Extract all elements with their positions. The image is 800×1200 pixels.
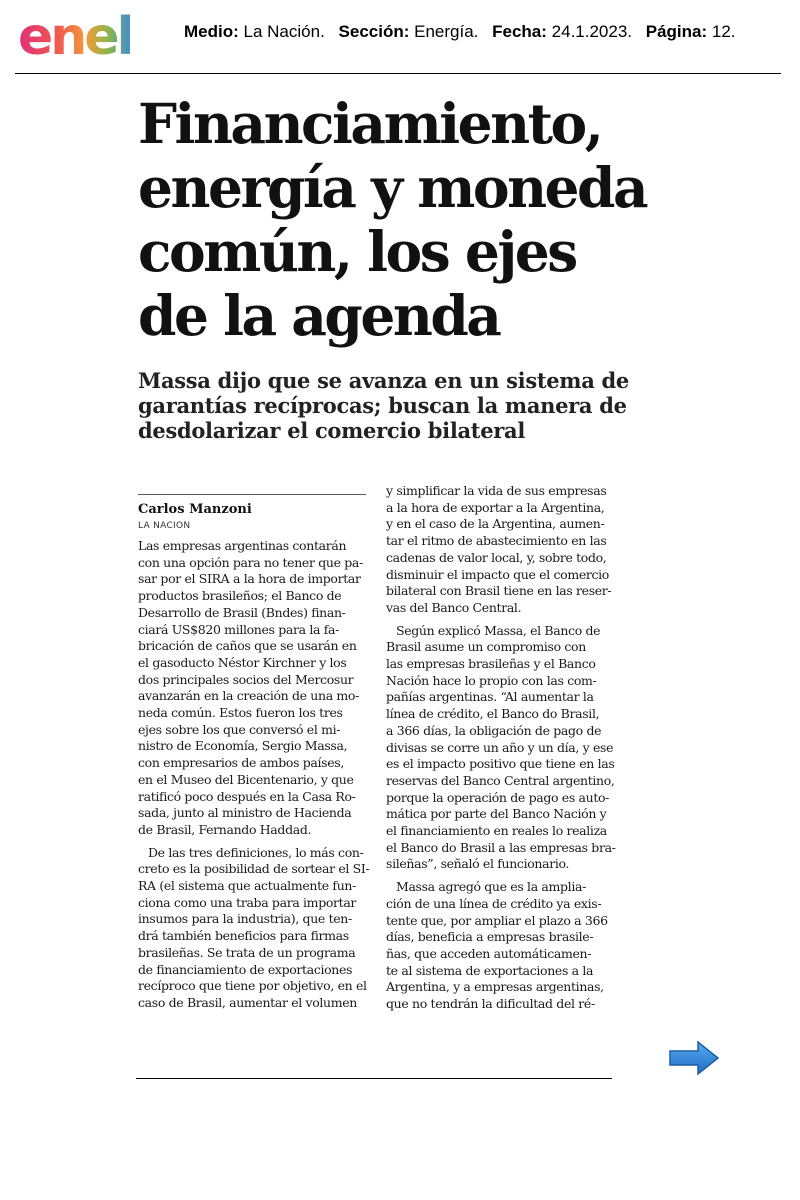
text-line: el gasoducto Néstor Kirchner y los: [138, 654, 347, 670]
text-line: pañías argentinas. “Al aumentar la: [386, 689, 594, 705]
article-paragraph: [386, 483, 616, 617]
text-line: Argentina, y a empresas argentinas,: [386, 979, 604, 995]
text-line: sileñas”, señaló el funcionario.: [386, 856, 570, 872]
text-line: Nación hace lo propio con las com-: [386, 672, 597, 688]
text-line: Brasil asume un compromiso con: [386, 639, 586, 655]
text-line: que no tendrán la dificultad del ré-: [386, 996, 595, 1012]
text-line: el financiamiento en reales lo realiza: [386, 823, 607, 839]
enel-logo: [16, 12, 168, 64]
fecha-value: 24.1.2023.: [551, 22, 633, 41]
text-line: avanzarán en la creación de una mo-: [138, 688, 359, 704]
text-line: De las tres definiciones, lo más con-: [148, 844, 364, 860]
text-line: sar por el SIRA a la hora de importar: [138, 571, 361, 587]
text-line: sada, junto al ministro de Hacienda: [138, 805, 352, 821]
text-line: línea de crédito, el Banco do Brasil,: [386, 706, 600, 722]
text-line: dos principales socios del Mercosur: [138, 671, 354, 687]
text-line: y en el caso de la Argentina, aumen-: [386, 516, 605, 532]
text-line: a 366 días, la obligación de pago de: [386, 722, 602, 738]
article-paragraph: [386, 623, 616, 874]
text-line: divisas se corre un año y un día, y ese: [386, 739, 614, 755]
text-line: Según explicó Massa, el Banco de: [396, 622, 601, 638]
author-name: Carlos Manzoni: [138, 502, 252, 517]
seccion-value: Energía.: [414, 22, 479, 41]
text-line: y simplificar la vida de sus empresas: [386, 483, 607, 498]
page-header: [0, 0, 800, 76]
text-line: productos brasileños; el Banco de: [138, 588, 342, 604]
text-line: vas del Banco Central.: [386, 599, 522, 615]
byline-divider: [138, 494, 366, 495]
article-column-2: [386, 483, 616, 1013]
text-line: ción de una línea de crédito ya exis-: [386, 895, 602, 911]
next-page-arrow-icon[interactable]: [668, 1040, 720, 1076]
article-paragraph: [138, 538, 368, 839]
text-line: cadenas de valor local, y, sobre todo,: [386, 549, 607, 565]
logo-text: enel: [18, 12, 132, 64]
text-line: con una opción para no tener que pa-: [138, 554, 363, 570]
text-line: de financiamiento de exportaciones: [138, 961, 353, 977]
article-paragraph: [386, 879, 616, 1013]
outlet-name: LA NACION: [138, 521, 191, 531]
text-line: días, beneficia a empresas brasile-: [386, 929, 594, 945]
text-line: Las empresas argentinas contarán: [138, 538, 347, 553]
text-line: tente que, por ampliar el plazo a 366: [386, 912, 608, 928]
text-line: ejes sobre los que conversó el mi-: [138, 721, 341, 737]
text-line: neda común. Estos fueron los tres: [138, 705, 343, 721]
text-line: mática por parte del Banco Nación y: [386, 806, 607, 822]
text-line: con empresarios de ambos países,: [138, 755, 344, 771]
text-line: recíproco que tiene por objetivo, en el: [138, 978, 367, 994]
text-line: bricación de caños que se usarán en: [138, 638, 357, 654]
text-line: te al sistema de exportaciones a la: [386, 962, 594, 978]
text-line: ñas, que acceden automáticamen-: [386, 945, 592, 961]
article-headline: Financiamiento, energía y moneda común, los ejes de la agenda: [138, 91, 647, 348]
source-metadata: Medio: La Nación. Sección: Energía. Fecha: 24.1.2023. Página: 12.: [184, 22, 736, 41]
text-line: ciona como una traba para importar: [138, 894, 357, 910]
text-line: las empresas brasileñas y el Banco: [386, 656, 596, 672]
text-line: disminuir el impacto que el comercio: [386, 566, 609, 582]
footer-divider: [136, 1078, 612, 1079]
text-line: Massa agregó que es la amplia-: [396, 879, 586, 895]
text-line: a la hora de exportar a la Argentina,: [386, 499, 605, 515]
text-line: Desarrollo de Brasil (Bndes) finan-: [138, 604, 346, 620]
text-line: nistro de Economía, Sergio Massa,: [138, 738, 348, 754]
article-subheadline: Massa dijo que se avanza en un sistema de garantías recíprocas; buscan la manera de desdolarizar el comercio bilateral: [138, 368, 629, 443]
text-line: reservas del Banco Central argentino,: [386, 772, 615, 788]
text-line: brasileñas. Se trata de un programa: [138, 944, 356, 960]
pagina-value: 12.: [711, 22, 736, 41]
text-line: drá también beneficios para firmas: [138, 928, 349, 944]
text-line: RA (el sistema que actualmente fun-: [138, 878, 356, 894]
text-line: bilateral con Brasil tiene en las reser-: [386, 583, 612, 599]
article-paragraph: [138, 845, 368, 1012]
text-line: de Brasil, Fernando Haddad.: [138, 821, 312, 837]
text-line: ciará US$820 millones para la fa-: [138, 621, 339, 637]
text-line: caso de Brasil, aumentar el volumen: [138, 994, 357, 1010]
text-line: porque la operación de pago es auto-: [386, 789, 610, 805]
text-line: tar el ritmo de abastecimiento en las: [386, 533, 607, 549]
text-line: creto es la posibilidad de sortear el SI-: [138, 861, 370, 877]
medio-value: La Nación.: [243, 22, 325, 41]
text-line: en el Museo del Bicentenario, y que: [138, 771, 354, 787]
text-line: es el impacto positivo que tiene en las: [386, 756, 615, 772]
header-divider: [15, 73, 781, 74]
article-column-1: [138, 538, 368, 1012]
text-line: insumos para la industria), que ten-: [138, 911, 352, 927]
text-line: ratificó poco después en la Casa Ro-: [138, 788, 356, 804]
text-line: el Banco do Brasil a las empresas bra-: [386, 839, 616, 855]
